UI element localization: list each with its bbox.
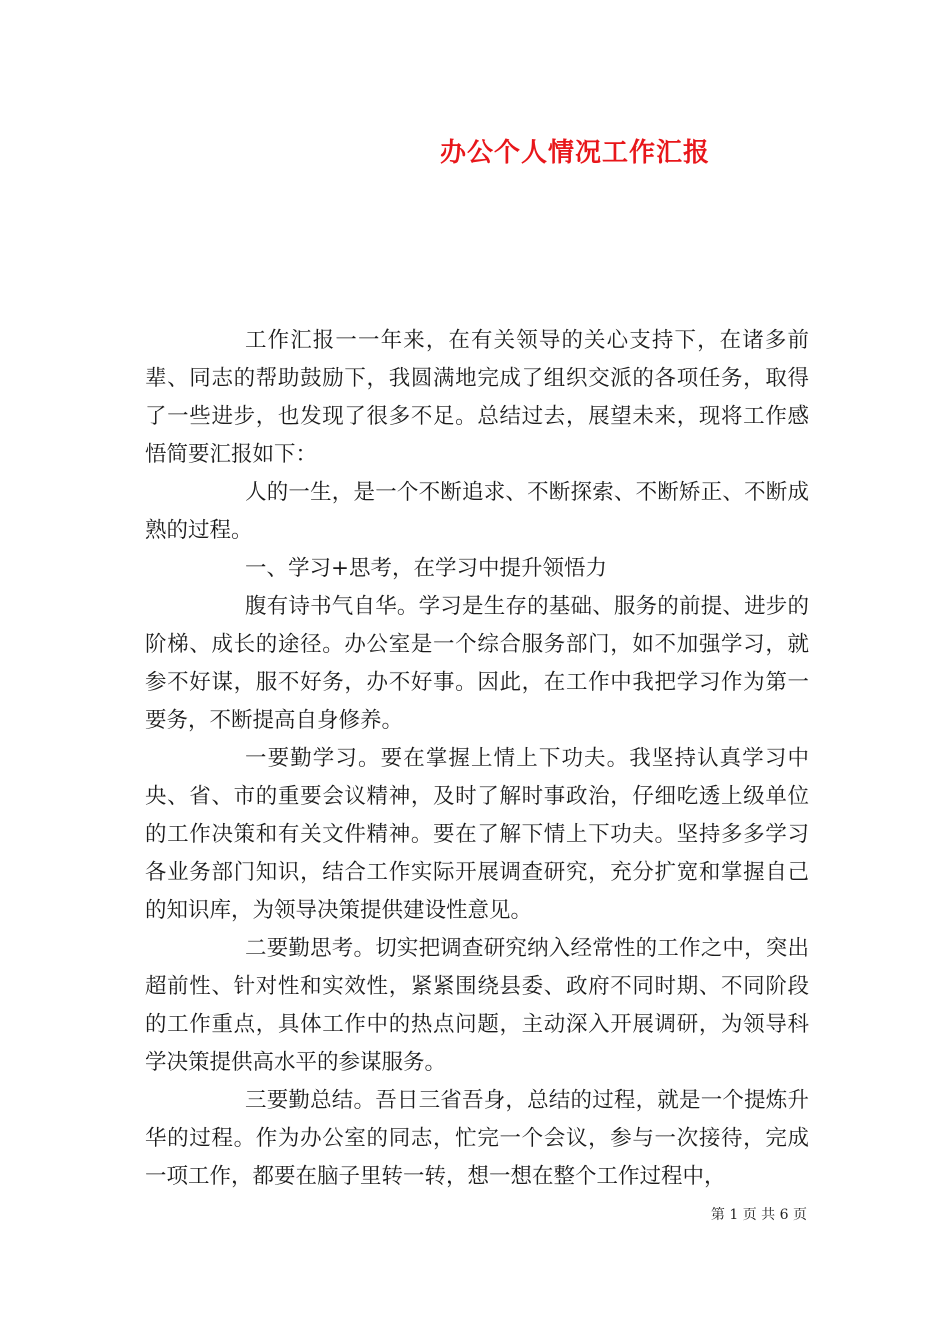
- section-heading: 一、学习+思考，在学习中提升领悟力: [245, 556, 608, 581]
- page-number: 第 1 页 共 6 页: [710, 1207, 807, 1223]
- paragraph: 三要勤总结。吾日三省吾身，总结的过程，就是一个提炼升华的过程。作为办公室的同志，忙完一个会议，参与一次接待，完成一项工作，都要在脑子里转一转，想一想在整个工作过程中，: [145, 1088, 809, 1189]
- paragraph: 腹有诗书气自华。学习是生存的基础、服务的前提、进步的阶梯、成长的途径。办公室是一个综合服务部门，如不加强学习，就参不好谋，服不好务，办不好事。因此，在工作中我把学习作为第一要务，不断提高自身修养。: [145, 594, 809, 733]
- paragraph: 人的一生，是一个不断追求、不断探索、不断矫正、不断成熟的过程。: [145, 480, 809, 543]
- paragraph: 二要勤思考。切实把调查研究纳入经常性的工作之中，突出超前性、针对性和实效性，紧紧围绕县委、政府不同时期、不同阶段的工作重点，具体工作中的热点问题，主动深入开展调研，为领导科学决策提供高水平的参谋服务。: [145, 936, 809, 1075]
- paragraph: 一要勤学习。要在掌握上情上下功夫。我坚持认真学习中央、省、市的重要会议精神，及时了解时事政治，仔细吃透上级单位的工作决策和有关文件精神。要在了解下情上下功夫。坚持多多学习各业务部门知识，结合工作实际开展调查研究，充分扩宽和掌握自己的知识库，为领导决策提供建设性意见。: [145, 746, 809, 923]
- document-body: [145, 322, 809, 1196]
- document-title: 办公个人情况工作汇报: [439, 138, 710, 168]
- paragraph: 工作汇报一一年来，在有关领导的关心支持下，在诸多前辈、同志的帮助鼓励下，我圆满地完成了组织交派的各项任务，取得了一些进步，也发现了很多不足。总结过去，展望未来，现将工作感悟简要汇报如下：: [145, 328, 809, 467]
